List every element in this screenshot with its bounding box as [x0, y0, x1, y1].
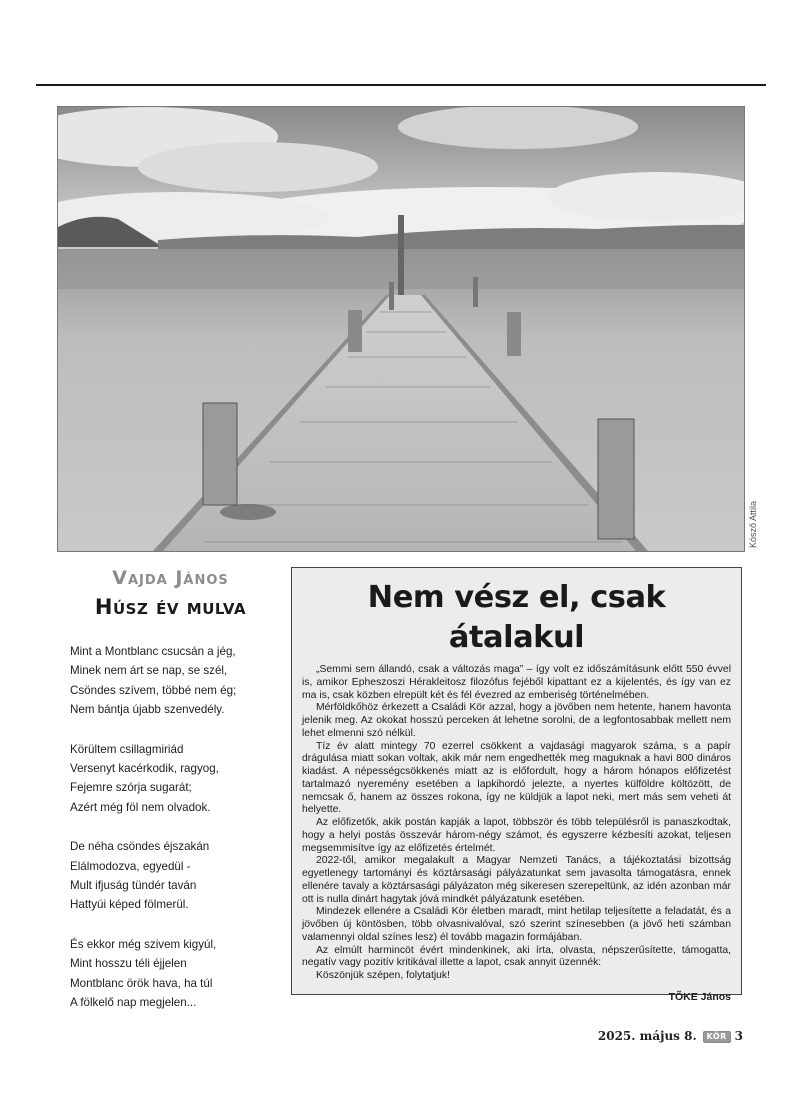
article-title: Nem vész el, csak átalakul — [367, 580, 666, 655]
issue-date: 2025. május 8. — [597, 1029, 697, 1043]
page-footer — [598, 1029, 743, 1043]
poem-author: Vajda János — [112, 567, 229, 589]
photo-credit: Kósző Attila — [748, 500, 758, 548]
article-paragraph: Az elmúlt harmincöt évért mindenkinek, aki írta, olvasta, népszerűsítette, támogatta, negatív vagy pozitív kritikával illette a lapot, csak annyit üzennék: — [302, 944, 731, 969]
poem-stanzas — [58, 642, 283, 1013]
top-rule — [36, 84, 766, 86]
poem-line: Elálmodozva, egyedül - — [70, 859, 191, 873]
poem-line: Mint a Montblanc csucsán a jég, — [70, 645, 236, 658]
pier-photo-icon — [58, 107, 744, 551]
poem — [58, 566, 283, 1033]
stanza — [70, 935, 283, 1013]
poem-line: Hattyúi képed fölmerül. — [70, 898, 189, 912]
poem-line: Minek nem árt se nap, se szél, — [70, 664, 228, 678]
stanza — [70, 837, 283, 915]
stanza — [70, 740, 283, 818]
editorial-box — [291, 567, 742, 1003]
article-paragraph: Mérföldkőhöz érkezett a Családi Kör azzal, hogy a jövőben nem hetente, hanem havonta jelenik meg. Az okokat hosszú perceken át lehetne sorolni, de a legfontosabbak mellett nem lehet elmenni szó nélkül. — [302, 702, 731, 739]
article-signature: TÕKE János — [668, 990, 731, 1003]
pier-photo — [57, 106, 745, 552]
article-paragraph: Tíz év alatt mintegy 70 ezerrel csökkent a vajdasági magyarok száma, s a papír drágulása miatt sokan voltak, akik már nem engedhették meg maguknak a havi 800 dináros kiadást. A népességcsökkenés miatt az is előfordult, hogy a három hónapos előfizetést tartalmazó nyeremény esetében a lapkihordó jelezte, a nyertes külföldre költözött, de nemcsak ő, hanem az összes rokona, így ne küldjük a lapot neki, mert más sem veheti át helyette. — [302, 740, 731, 816]
poem-line: Csöndes szívem, többé nem ég; — [70, 683, 237, 697]
poem-line: A fölkelő nap megjelen... — [70, 996, 197, 1010]
article-paragraph: Mindezek ellenére a Családi Kör életben maradt, mint hetilap teljesítette a feladatát, és a jövőben új köntösben, több olvasnivalóval, szó szerint színesebben (a jövő heti számban valamennyi oldal színes lesz) él tovább magazin formájában. — [302, 906, 731, 943]
poem-line: Körültem csillagmiriád — [70, 742, 184, 756]
article-paragraph: Köszönjük szépen, folytatjuk! — [316, 970, 450, 981]
poem-line: Mint hosszu téli éjjelen — [70, 957, 187, 971]
page-number: 3 — [734, 1029, 743, 1043]
poem-line: Azért még föl nem olvadok. — [70, 800, 211, 814]
poem-line: Montblanc örök hava, ha túl — [70, 976, 213, 990]
stanza — [70, 642, 283, 720]
logo-text: KÖR — [703, 1031, 731, 1043]
poem-line: Nem bántja újabb szenvedély. — [70, 703, 225, 717]
poem-line: Fejemre szórja sugarát; — [70, 781, 192, 795]
poem-line: Mult ifjuság tündér taván — [70, 879, 197, 893]
poem-title: Húsz év mulva — [94, 595, 247, 619]
poem-line: Versenyt kacérkodik, ragyog, — [70, 762, 219, 776]
poem-line: De néha csöndes éjszakán — [70, 840, 210, 854]
kor-logo-icon — [703, 1029, 729, 1043]
article-paragraph: Az előfizetők, akik postán kapják a lapot, többször és több településről is panaszkodtak, hogy a helyi postás összevár három-négy számot, és egyszerre kézbesíti azokat, teljesen megsemmisítve így az előfizetés értelmét. — [302, 817, 731, 854]
article-paragraph: 2022-től, amikor megalakult a Magyar Nemzeti Tanács, a tájékoztatási bizottság egyetlenegy tartományi és köztársasági pályázatunkat sem javasolta támogatásra, ennek ellenére tavaly a köztársasági pályázaton még sikeresen szerepeltünk, az idén azonban már ott is nulla dinárt hagytak jóvá mindkét pályázatunk esetében. — [302, 855, 731, 905]
article-paragraph: „Semmi sem állandó, csak a változás maga” – így volt ez időszámításunk előtt 550 évvel is, amikor Epheszoszi Hérakleitosz filozófus fejéből kipattant ez a kijelentés, és így van ez ma is, csak közben elrepült két és fél évezred az emberiség történelmében. — [302, 664, 731, 701]
poem-line: És ekkor még szivem kigyúl, — [70, 937, 217, 951]
